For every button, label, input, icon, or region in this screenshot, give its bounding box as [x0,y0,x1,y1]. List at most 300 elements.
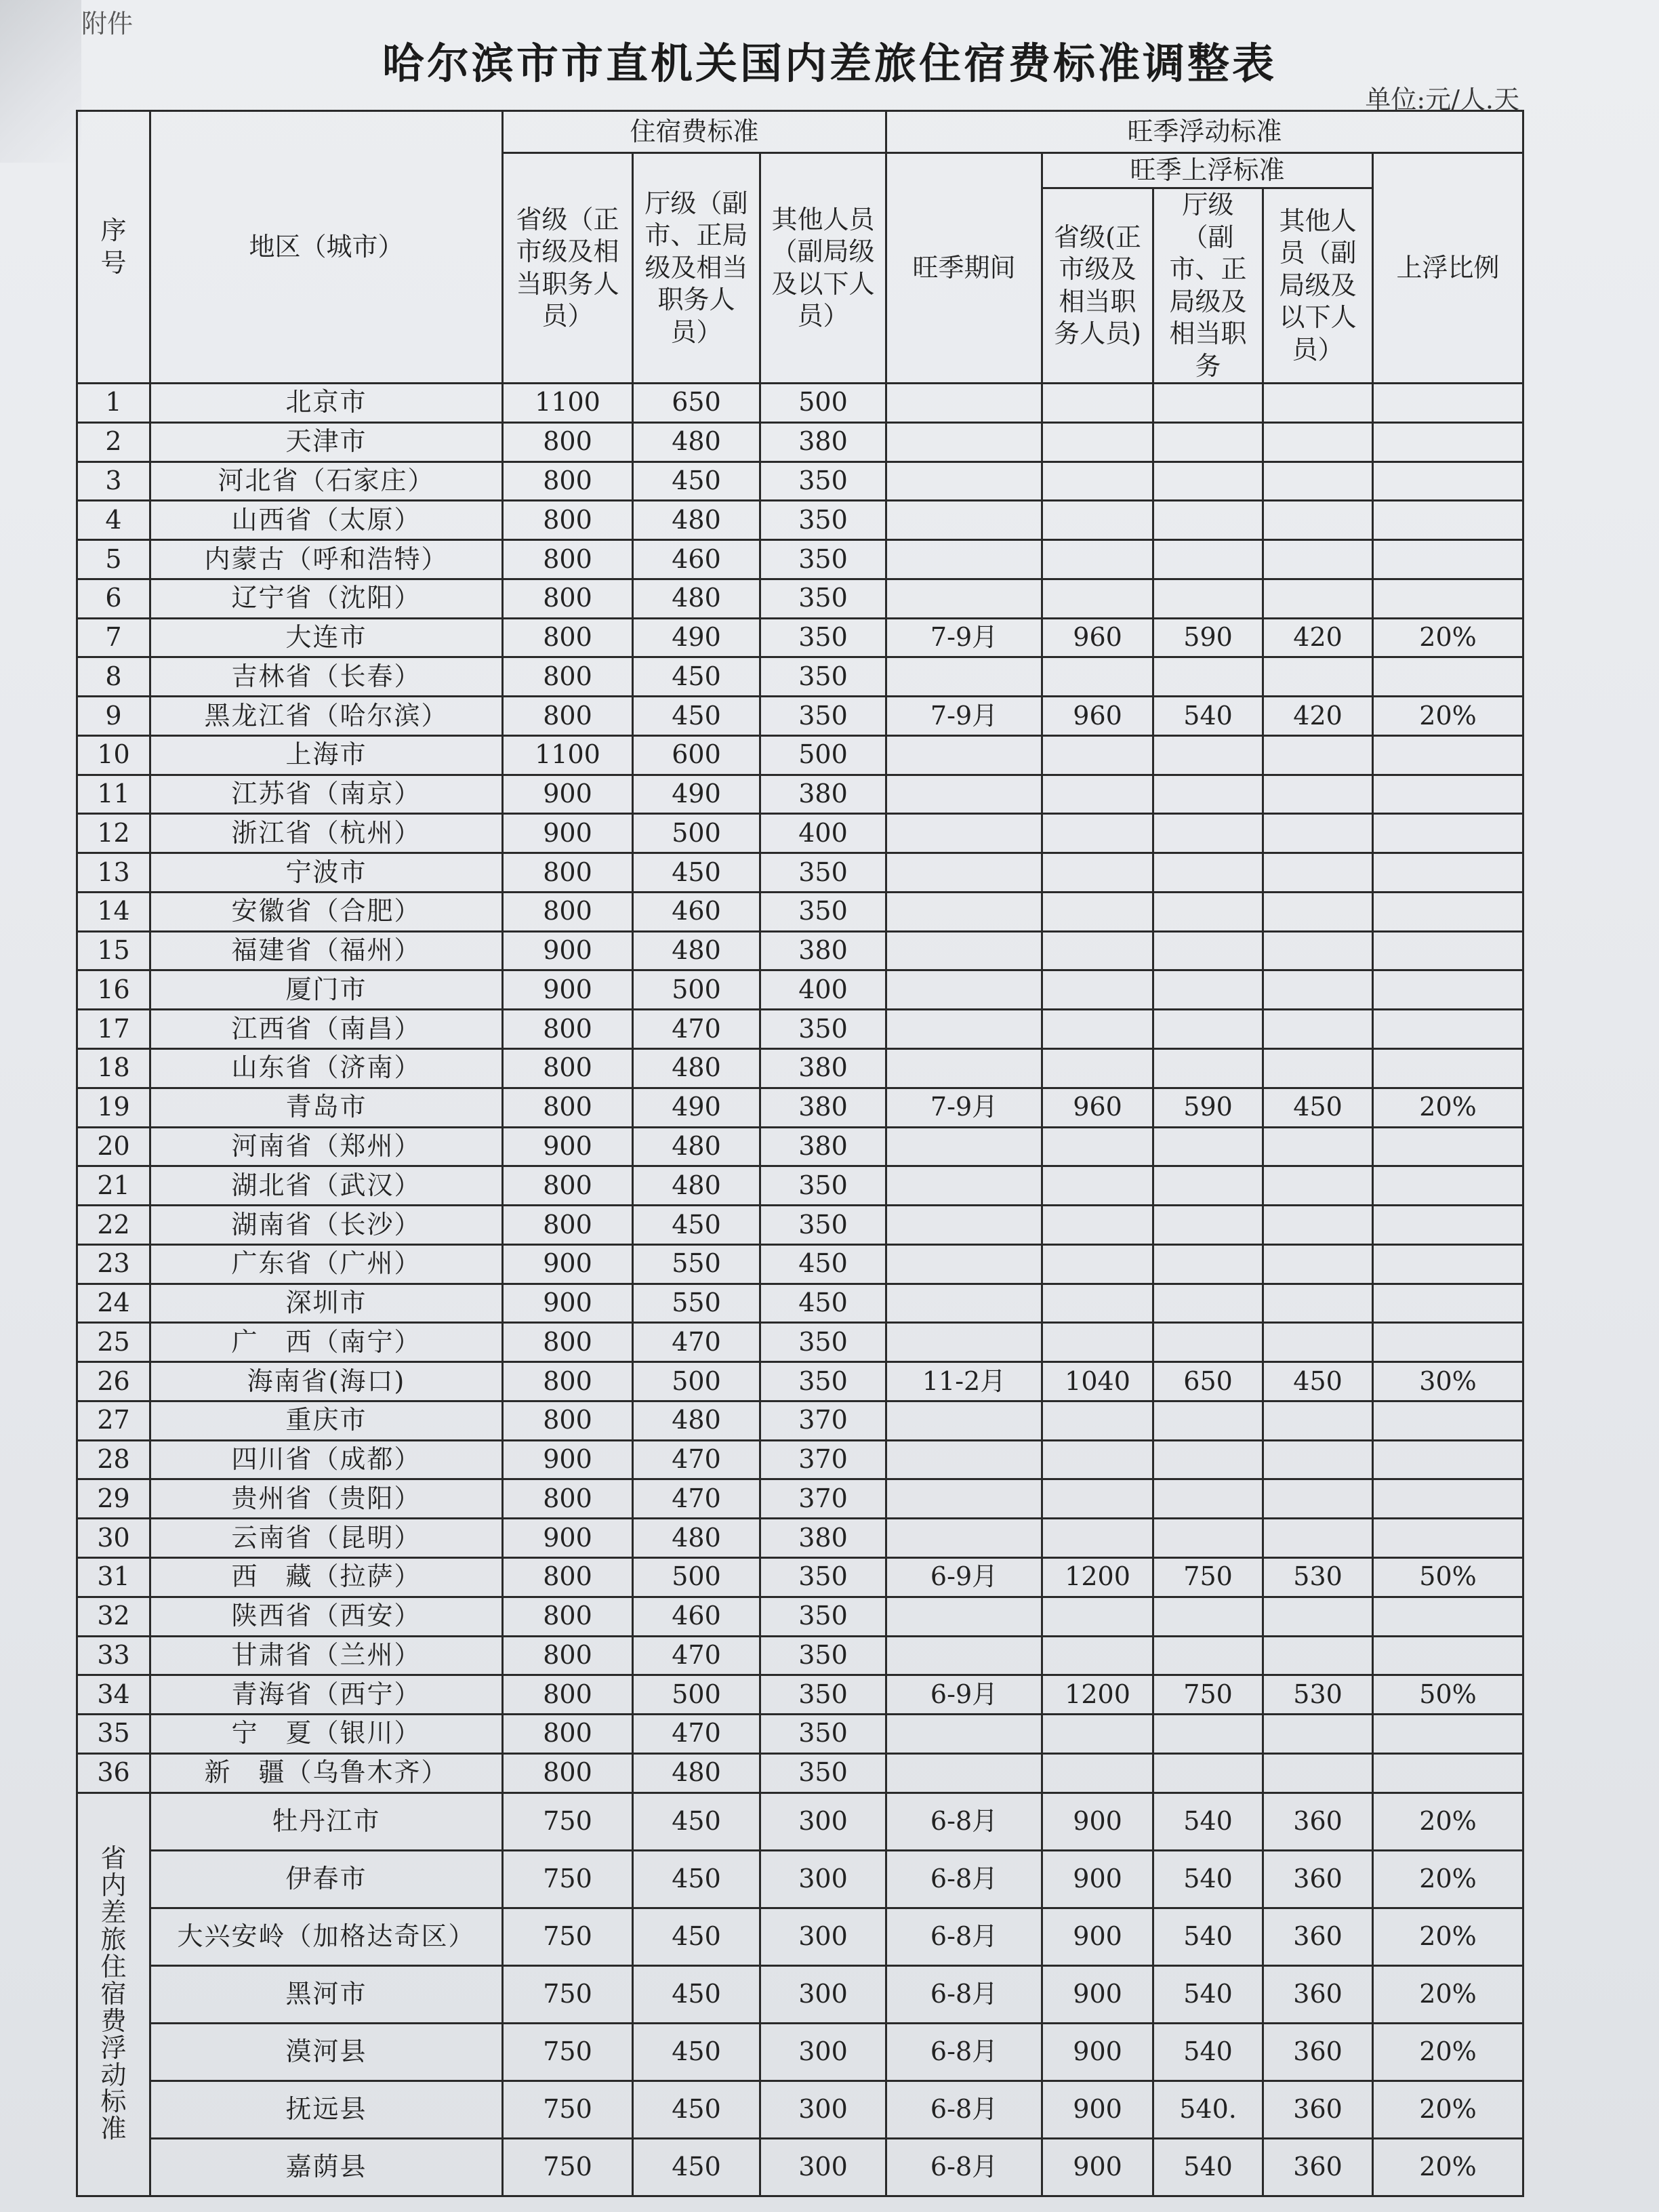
table-row [77,1850,1523,1908]
cell-peak-others [1263,1519,1373,1558]
cell-peak-period [886,1010,1042,1049]
cell-region: 抚远县 [150,2081,503,2138]
cell-region: 浙江省（杭州） [150,814,503,853]
cell-others: 300 [760,1793,886,1850]
cell-peak-provincial [1042,853,1153,893]
cell-peak-provincial [1042,735,1153,775]
cell-peak-period [886,422,1042,462]
cell-peak-others: 360 [1263,1965,1373,2023]
cell-bureau: 450 [633,1850,760,1908]
cell-bureau: 480 [633,1519,760,1558]
cell-peak-period [886,1127,1042,1166]
cell-peak-period: 7-9月 [886,697,1042,736]
table-row [77,735,1523,775]
cell-others: 450 [760,1244,886,1284]
cell-ratio [1373,384,1523,423]
cell-peak-period: 6-9月 [886,1675,1042,1715]
cell-ratio [1373,1049,1523,1088]
cell-bureau: 480 [633,579,760,618]
cell-peak-period: 6-8月 [886,2138,1042,2196]
cell-seq: 32 [77,1597,150,1636]
cell-seq: 1 [77,384,150,423]
cell-ratio: 50% [1373,1675,1523,1715]
cell-others: 400 [760,814,886,853]
cell-peak-bureau [1153,1597,1263,1636]
cell-bureau: 480 [633,1401,760,1440]
table-row [77,422,1523,462]
table-row [77,892,1523,931]
table-row [77,1284,1523,1323]
cell-region: 新 疆（乌鲁木齐） [150,1753,503,1793]
cell-ratio: 20% [1373,2138,1523,2196]
cell-bureau: 470 [633,1440,760,1479]
cell-provincial: 800 [503,1675,633,1715]
cell-peak-provincial: 960 [1042,618,1153,657]
cell-bureau: 480 [633,1127,760,1166]
cell-peak-period [886,931,1042,970]
table-row [77,814,1523,853]
cell-region: 上海市 [150,735,503,775]
cell-ratio [1373,1401,1523,1440]
cell-others: 300 [760,2081,886,2138]
cell-seq: 2 [77,422,150,462]
cell-peak-provincial [1042,1244,1153,1284]
cell-peak-bureau [1153,1753,1263,1793]
cell-region: 牡丹江市 [150,1793,503,1850]
cell-region: 北京市 [150,384,503,423]
cell-peak-provincial: 960 [1042,1088,1153,1127]
cell-ratio [1373,501,1523,540]
cell-ratio [1373,735,1523,775]
cell-region: 宁波市 [150,853,503,893]
cell-peak-provincial: 900 [1042,1850,1153,1908]
table-row [77,501,1523,540]
cell-peak-provincial [1042,462,1153,501]
cell-seq: 4 [77,501,150,540]
cell-others: 350 [760,540,886,579]
cell-seq: 31 [77,1557,150,1597]
cell-ratio [1373,1715,1523,1754]
cell-peak-provincial: 900 [1042,1908,1153,1965]
cell-peak-others [1263,1753,1373,1793]
cell-peak-others [1263,1597,1373,1636]
cell-seq: 33 [77,1636,150,1675]
cell-bureau: 500 [633,814,760,853]
table-row [77,1323,1523,1362]
header-seq: 序号 [77,111,150,384]
cell-peak-period [886,735,1042,775]
cell-region: 吉林省（长春） [150,657,503,697]
lodging-standards-table [76,110,1524,2197]
cell-ratio [1373,1519,1523,1558]
cell-provincial: 800 [503,1557,633,1597]
cell-peak-provincial [1042,1479,1153,1519]
cell-peak-provincial [1042,1284,1153,1323]
cell-peak-others: 450 [1263,1362,1373,1401]
cell-ratio [1373,1244,1523,1284]
cell-peak-period [886,1166,1042,1206]
cell-peak-bureau [1153,384,1263,423]
cell-peak-others [1263,775,1373,814]
cell-region: 贵州省（贵阳） [150,1479,503,1519]
cell-ratio: 20% [1373,1965,1523,2023]
cell-others: 500 [760,735,886,775]
cell-bureau: 450 [633,697,760,736]
cell-provincial: 800 [503,1206,633,1245]
cell-region: 大兴安岭（加格达奇区） [150,1908,503,1965]
cell-peak-provincial: 960 [1042,697,1153,736]
table-row [77,1088,1523,1127]
cell-provincial: 800 [503,422,633,462]
cell-region: 黑龙江省（哈尔滨） [150,697,503,736]
cell-bureau: 450 [633,657,760,697]
cell-others: 380 [760,1088,886,1127]
table-row [77,2081,1523,2138]
cell-peak-bureau [1153,579,1263,618]
cell-peak-period: 7-9月 [886,1088,1042,1127]
cell-seq: 16 [77,970,150,1010]
cell-bureau: 490 [633,618,760,657]
cell-bureau: 450 [633,853,760,893]
cell-provincial: 900 [503,814,633,853]
cell-others: 350 [760,1636,886,1675]
cell-bureau: 460 [633,892,760,931]
cell-peak-others [1263,1010,1373,1049]
cell-seq: 10 [77,735,150,775]
cell-ratio [1373,579,1523,618]
cell-peak-provincial [1042,384,1153,423]
cell-seq: 27 [77,1401,150,1440]
cell-peak-provincial [1042,1440,1153,1479]
cell-bureau: 470 [633,1715,760,1754]
cell-seq: 15 [77,931,150,970]
cell-ratio [1373,540,1523,579]
table-row [77,1049,1523,1088]
cell-others: 350 [760,1557,886,1597]
cell-bureau: 500 [633,1675,760,1715]
cell-ratio [1373,1636,1523,1675]
cell-region: 内蒙古（呼和浩特） [150,540,503,579]
cell-provincial: 800 [503,1479,633,1519]
cell-provincial: 800 [503,1597,633,1636]
table-row [77,1519,1523,1558]
cell-peak-others [1263,1636,1373,1675]
cell-region: 伊春市 [150,1850,503,1908]
cell-others: 350 [760,1323,886,1362]
cell-region: 河南省（郑州） [150,1127,503,1166]
cell-peak-provincial [1042,892,1153,931]
cell-peak-others [1263,1323,1373,1362]
cell-peak-bureau: 540 [1153,1793,1263,1850]
cell-ratio [1373,1010,1523,1049]
table-row [77,1597,1523,1636]
cell-ratio [1373,1206,1523,1245]
cell-ratio [1373,970,1523,1010]
cell-peak-others [1263,970,1373,1010]
cell-peak-period [886,1440,1042,1479]
cell-peak-provincial [1042,1049,1153,1088]
cell-bureau: 490 [633,775,760,814]
cell-bureau: 470 [633,1479,760,1519]
attachment-label: 附件 [81,9,134,39]
cell-peak-others: 420 [1263,697,1373,736]
cell-peak-bureau [1153,1284,1263,1323]
cell-region: 江西省（南昌） [150,1010,503,1049]
cell-seq: 24 [77,1284,150,1323]
cell-seq: 11 [77,775,150,814]
cell-region: 湖南省（长沙） [150,1206,503,1245]
cell-peak-others [1263,814,1373,853]
table-row [77,1675,1523,1715]
document-title: 哈尔滨市市直机关国内差旅住宿费标准调整表 [382,39,1277,88]
table-row [77,1244,1523,1284]
cell-others: 370 [760,1401,886,1440]
cell-region: 福建省（福州） [150,931,503,970]
cell-peak-others: 360 [1263,2138,1373,2196]
cell-region: 广东省（广州） [150,1244,503,1284]
cell-peak-bureau [1153,1049,1263,1088]
cell-provincial: 800 [503,853,633,893]
cell-peak-others [1263,1440,1373,1479]
cell-seq: 22 [77,1206,150,1245]
cell-peak-period [886,1479,1042,1519]
cell-ratio: 20% [1373,1793,1523,1850]
cell-provincial: 800 [503,1088,633,1127]
header-others: 其他人员（副局级及以下人员） [760,153,886,384]
cell-ratio [1373,1753,1523,1793]
cell-seq: 9 [77,697,150,736]
cell-peak-provincial [1042,422,1153,462]
cell-seq: 30 [77,1519,150,1558]
cell-provincial: 900 [503,1284,633,1323]
cell-ratio [1373,1597,1523,1636]
cell-peak-provincial [1042,1206,1153,1245]
cell-region: 安徽省（合肥） [150,892,503,931]
cell-peak-bureau [1153,657,1263,697]
cell-peak-provincial [1042,1753,1153,1793]
cell-peak-provincial: 900 [1042,2138,1153,2196]
cell-seq: 20 [77,1127,150,1166]
cell-peak-provincial [1042,657,1153,697]
cell-seq: 6 [77,579,150,618]
cell-peak-others: 360 [1263,1850,1373,1908]
cell-peak-bureau [1153,462,1263,501]
cell-peak-period [886,1244,1042,1284]
cell-bureau: 450 [633,1206,760,1245]
cell-peak-period [886,814,1042,853]
cell-region: 湖北省（武汉） [150,1166,503,1206]
cell-peak-bureau: 750 [1153,1557,1263,1597]
cell-others: 300 [760,2023,886,2081]
cell-provincial: 900 [503,970,633,1010]
cell-peak-others [1263,1715,1373,1754]
cell-peak-provincial: 1040 [1042,1362,1153,1401]
cell-peak-period: 6-8月 [886,2081,1042,2138]
cell-bureau: 450 [633,2081,760,2138]
cell-peak-bureau [1153,931,1263,970]
cell-ratio [1373,657,1523,697]
cell-peak-others: 420 [1263,618,1373,657]
cell-bureau: 490 [633,1088,760,1127]
cell-bureau: 600 [633,735,760,775]
cell-peak-bureau: 540 [1153,1908,1263,1965]
header-peak-bureau: 厅级（副市、正局级及相当职务 [1153,188,1263,384]
cell-peak-others: 530 [1263,1557,1373,1597]
cell-others: 370 [760,1479,886,1519]
cell-peak-others [1263,1479,1373,1519]
cell-peak-others: 360 [1263,1793,1373,1850]
cell-bureau: 550 [633,1244,760,1284]
cell-peak-period [886,1597,1042,1636]
cell-ratio: 20% [1373,1850,1523,1908]
cell-peak-others: 530 [1263,1675,1373,1715]
cell-bureau: 480 [633,1753,760,1793]
cell-bureau: 460 [633,540,760,579]
table-row [77,1440,1523,1479]
cell-peak-provincial [1042,1323,1153,1362]
table-row [77,462,1523,501]
table-row [77,1908,1523,1965]
cell-peak-bureau [1153,1244,1263,1284]
cell-seq: 7 [77,618,150,657]
cell-peak-period: 6-8月 [886,1908,1042,1965]
cell-peak-bureau [1153,1401,1263,1440]
cell-provincial: 750 [503,2138,633,2196]
table-row [77,1401,1523,1440]
cell-others: 350 [760,892,886,931]
cell-peak-bureau: 540 [1153,1850,1263,1908]
cell-peak-period [886,1284,1042,1323]
cell-ratio: 20% [1373,697,1523,736]
cell-seq: 25 [77,1323,150,1362]
cell-provincial: 1100 [503,384,633,423]
cell-seq: 3 [77,462,150,501]
cell-peak-bureau: 540 [1153,2138,1263,2196]
cell-ratio [1373,1323,1523,1362]
cell-peak-others: 360 [1263,1908,1373,1965]
header-region: 地区（城市） [150,111,503,384]
cell-provincial: 750 [503,1965,633,2023]
cell-provincial: 750 [503,2081,633,2138]
cell-others: 380 [760,1049,886,1088]
cell-peak-others [1263,422,1373,462]
table-row [77,1715,1523,1754]
header-peak-provincial: 省级(正市级及相当职务人员) [1042,188,1153,384]
cell-region: 江苏省（南京） [150,775,503,814]
table-row [77,1557,1523,1597]
table-row [77,2023,1523,2081]
cell-peak-period [886,1519,1042,1558]
cell-provincial: 800 [503,1362,633,1401]
cell-ratio [1373,1440,1523,1479]
cell-peak-bureau [1153,1206,1263,1245]
cell-peak-provincial: 900 [1042,1965,1153,2023]
cell-provincial: 900 [503,1244,633,1284]
cell-region: 黑河市 [150,1965,503,2023]
cell-peak-others [1263,462,1373,501]
cell-peak-bureau: 750 [1153,1675,1263,1715]
cell-others: 350 [760,1206,886,1245]
cell-others: 350 [760,501,886,540]
cell-peak-provincial [1042,1401,1153,1440]
cell-peak-provincial [1042,775,1153,814]
header-bureau: 厅级（副市、正局级及相当职务人员） [633,153,760,384]
cell-bureau: 480 [633,1166,760,1206]
cell-peak-bureau: 540 [1153,1965,1263,2023]
cell-region: 甘肃省（兰州） [150,1636,503,1675]
cell-peak-provincial [1042,1597,1153,1636]
cell-ratio [1373,814,1523,853]
cell-others: 350 [760,1362,886,1401]
cell-peak-bureau [1153,1519,1263,1558]
cell-seq: 8 [77,657,150,697]
table-row [77,1010,1523,1049]
cell-peak-period [886,540,1042,579]
cell-bureau: 480 [633,931,760,970]
cell-others: 350 [760,1715,886,1754]
cell-others: 300 [760,2138,886,2196]
cell-seq: 12 [77,814,150,853]
cell-peak-provincial [1042,931,1153,970]
cell-peak-period [886,1753,1042,1793]
cell-peak-period [886,892,1042,931]
cell-provincial: 900 [503,1519,633,1558]
cell-region: 天津市 [150,422,503,462]
cell-others: 400 [760,970,886,1010]
cell-seq: 26 [77,1362,150,1401]
cell-ratio: 20% [1373,618,1523,657]
header-provincial: 省级（正市级及相当职务人员） [503,153,633,384]
cell-others: 350 [760,1753,886,1793]
table-row [77,384,1523,423]
cell-peak-bureau: 650 [1153,1362,1263,1401]
cell-provincial: 800 [503,1049,633,1088]
cell-provincial: 750 [503,2023,633,2081]
cell-others: 350 [760,1675,886,1715]
cell-peak-others [1263,540,1373,579]
cell-provincial: 1100 [503,735,633,775]
cell-provincial: 800 [503,1401,633,1440]
cell-seq: 13 [77,853,150,893]
cell-provincial: 800 [503,657,633,697]
cell-region: 四川省（成都） [150,1440,503,1479]
cell-provincial: 900 [503,1440,633,1479]
cell-seq: 34 [77,1675,150,1715]
cell-others: 380 [760,775,886,814]
cell-peak-others: 360 [1263,2081,1373,2138]
header-ratio: 上浮比例 [1373,153,1523,384]
cell-peak-provincial [1042,1519,1153,1558]
header-lodging-standard: 住宿费标准 [503,111,886,153]
cell-peak-others [1263,1244,1373,1284]
cell-others: 380 [760,422,886,462]
cell-others: 350 [760,1010,886,1049]
cell-peak-others [1263,657,1373,697]
cell-peak-others [1263,384,1373,423]
cell-others: 380 [760,1127,886,1166]
cell-bureau: 500 [633,970,760,1010]
header-peak-up: 旺季上浮标准 [1042,153,1373,188]
cell-peak-others [1263,501,1373,540]
cell-region: 云南省（昆明） [150,1519,503,1558]
cell-seq: 5 [77,540,150,579]
table-row [77,1793,1523,1850]
cell-provincial: 800 [503,697,633,736]
cell-seq: 17 [77,1010,150,1049]
cell-region: 山西省（太原） [150,501,503,540]
table-header [77,111,1523,384]
table-row [77,1753,1523,1793]
